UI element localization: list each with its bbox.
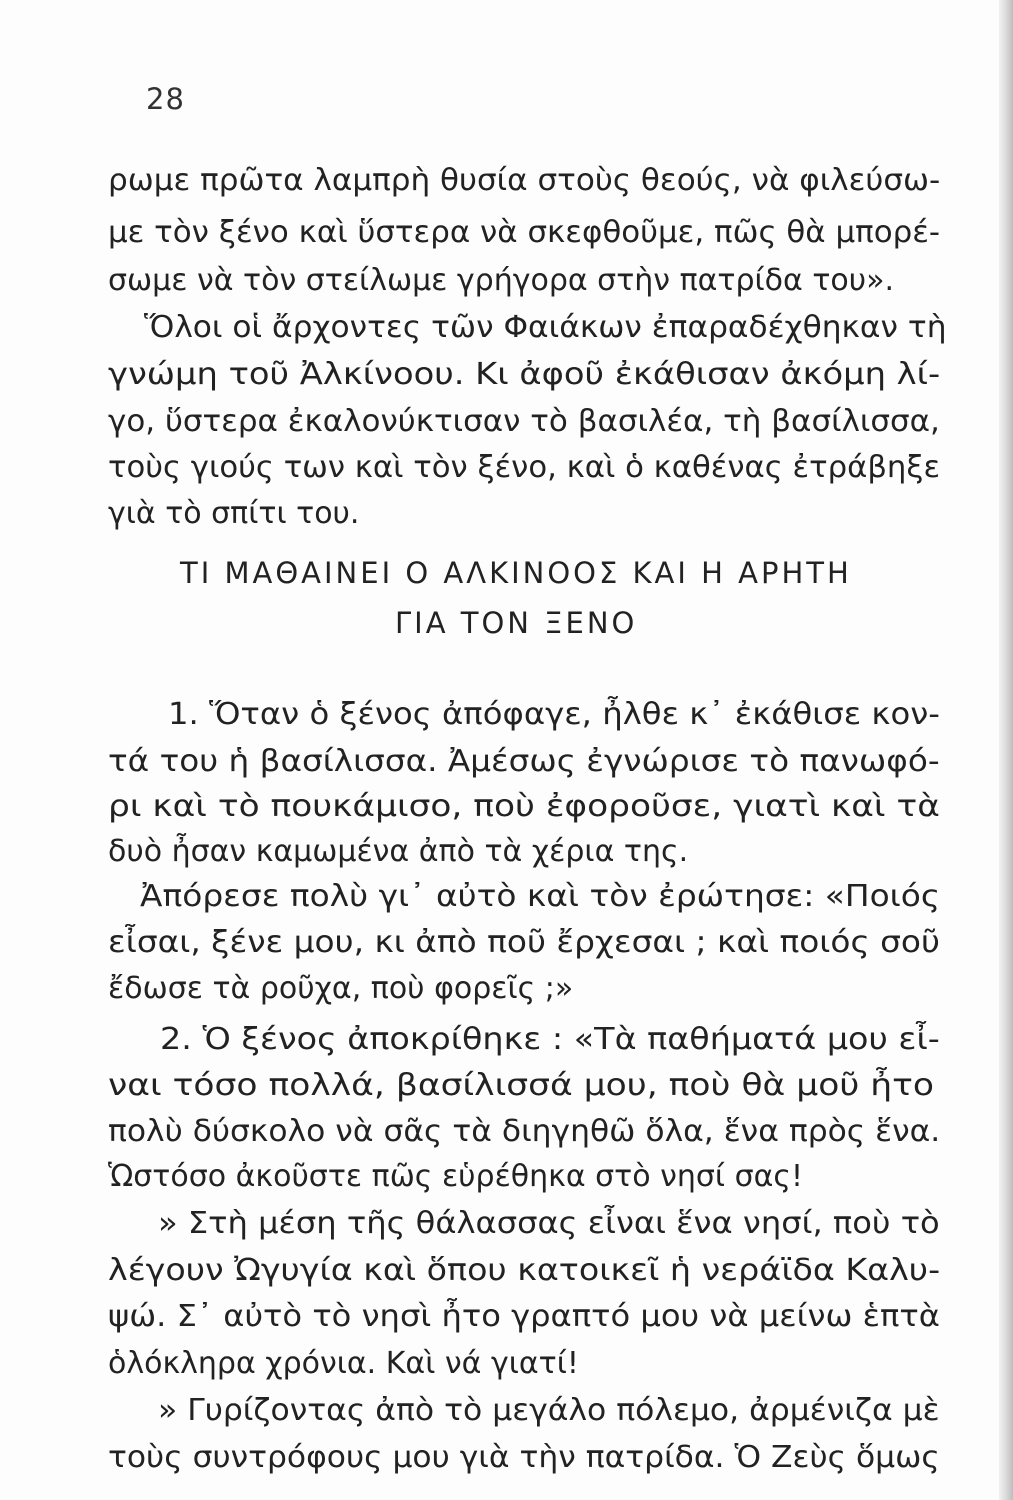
page-number: 28 [146, 82, 185, 116]
section-heading-line-1: ΤΙ ΜΑΘΑΙΝΕΙ Ο ΑΛΚΙΝΟΟΣ ΚΑΙ Η ΑΡΗΤΗ [180, 556, 852, 590]
text-line: ναι τόσο πολλά, βασίλισσά μου, ποὺ θὰ μοῦ ἦτο [108, 1068, 935, 1103]
text-line: λέγουν Ὠγυγία καὶ ὅπου κατοικεῖ ἡ νεράϊδα Καλυ- [108, 1253, 941, 1288]
text-line: γνώμη τοῦ Ἀλκίνοου. Κι ἀφοῦ ἐκάθισαν ἀκόμη λί- [108, 357, 941, 392]
text-line: τοὺς γιούς των καὶ τὸν ξένο, καὶ ὁ καθένας ἐτράβηξε [108, 450, 941, 485]
page-edge-shadow [999, 0, 1013, 1500]
text-line: » Γυρίζοντας ἀπὸ τὸ μεγάλο πόλεμο, ἀρμένιζα μὲ [158, 1393, 940, 1428]
text-line: ἔδωσε τὰ ροῦχα, ποὺ φορεῖς ;» [108, 971, 574, 1006]
text-line: εἶσαι, ξένε μου, κι ἀπὸ ποῦ ἔρχεσαι ; καὶ ποιός σοῦ [108, 925, 940, 960]
text-line: με τὸν ξένο καὶ ὕστερα νὰ σκεφθοῦμε, πῶς θὰ μπορέ- [108, 215, 941, 250]
text-line: Ὡστόσο ἀκοῦστε πῶς εὑρέθηκα στὸ νησί σας! [108, 1159, 804, 1194]
text-line: δυὸ ἦσαν καμωμένα ἀπὸ τὰ χέρια της. [108, 834, 689, 869]
text-line: Ὅλοι οἱ ἄρχοντες τῶν Φαιάκων ἐπαραδέχθηκαν τὴ [144, 310, 947, 345]
text-line: ρωμε πρῶτα λαμπρὴ θυσία στοὺς θεούς, νὰ φιλεύσω- [108, 163, 941, 198]
text-line: Ἀπόρεσε πολὺ γι᾿ αὐτὸ καὶ τὸν ἐρώτησε: «Ποιός [140, 879, 941, 914]
text-line: σωμε νὰ τὸν στείλωμε γρήγορα στὴν πατρίδα του». [108, 263, 894, 298]
text-line: 2. Ὁ ξένος ἀποκρίθηκε : «Τὰ παθήματά μου εἶ- [160, 1022, 940, 1057]
text-line: γιὰ τὸ σπίτι του. [108, 496, 360, 531]
section-heading-line-2: ΓΙΑ ΤΟΝ ΞΕΝΟ [395, 606, 638, 640]
text-line: ὁλόκληρα χρόνια. Καὶ νά γιατί! [108, 1346, 579, 1381]
text-line: ρι καὶ τὸ πουκάμισο, ποὺ ἐφοροῦσε, γιατὶ καὶ τὰ [108, 789, 940, 824]
text-line: γο, ὕστερα ἐκαλονύκτισαν τὸ βασιλέα, τὴ βασίλισσα, [108, 404, 940, 439]
text-line: πολὺ δύσκολο νὰ σᾶς τὰ διηγηθῶ ὅλα, ἕνα πρὸς ἕνα. [108, 1114, 941, 1149]
text-line: 1. Ὅταν ὁ ξένος ἀπόφαγε, ἦλθε κ᾿ ἐκάθισε κον- [168, 697, 940, 732]
text-line: » Στὴ μέση τῆς θάλασσας εἶναι ἕνα νησί, ποὺ τὸ [158, 1206, 940, 1241]
text-line: ψώ. Σ᾿ αὐτὸ τὸ νησὶ ἦτο γραπτό μου νὰ μείνω ἑπτὰ [108, 1299, 940, 1334]
text-line: τά του ἡ βασίλισσα. Ἀμέσως ἐγνώρισε τὸ πανωφό- [108, 744, 940, 779]
text-line: τοὺς συντρόφους μου γιὰ τὴν πατρίδα. Ὁ Ζεὺς ὅμως [108, 1440, 940, 1475]
